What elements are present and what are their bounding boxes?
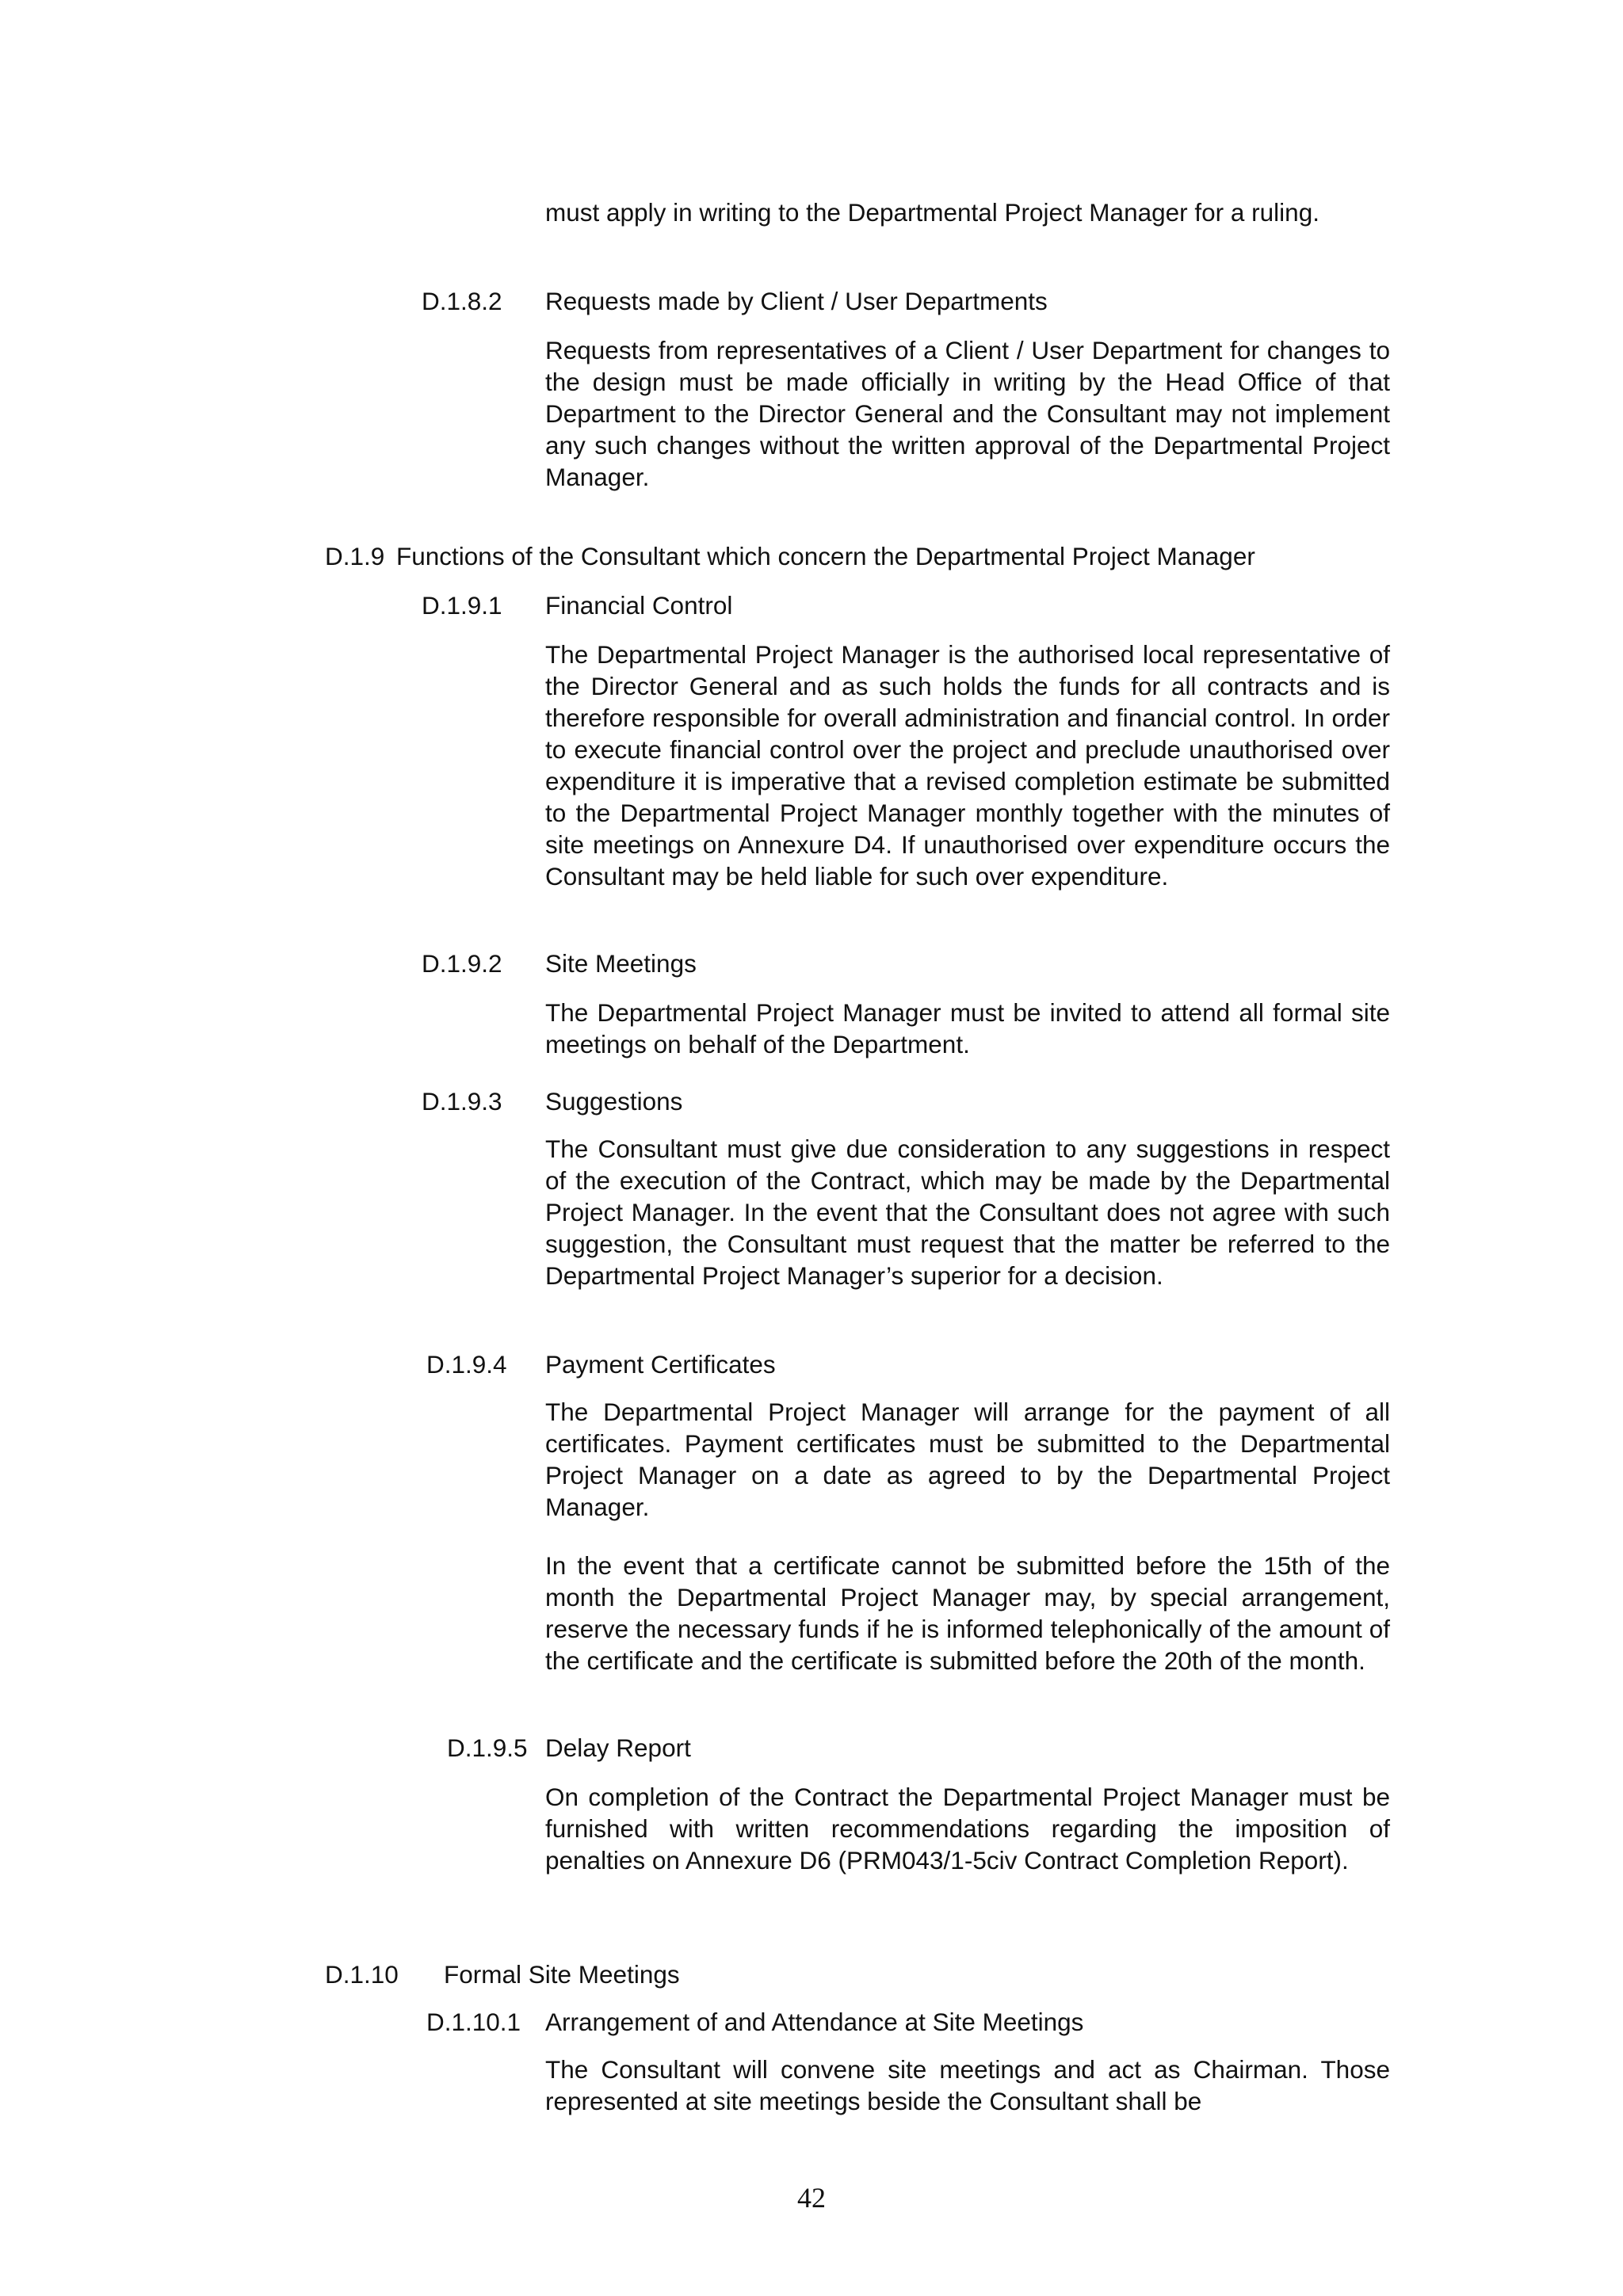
section-number-d1101: D.1.10.1 <box>426 2008 521 2036</box>
section-paragraph-d194-1: The Departmental Project Manager will arrange for the payment of all certificates. Payment certificates must be submitted to the Departmental Project Manager on a date as agreed to by the Departmental Project Manager. <box>545 1398 1390 1521</box>
section-number-d193: D.1.9.3 <box>422 1087 502 1116</box>
section-title-d194: Payment Certificates <box>545 1350 776 1379</box>
section-title-d195: Delay Report <box>545 1733 691 1762</box>
section-paragraph-d192: The Departmental Project Manager must be invited to attend all formal site meetings on behalf of the Department. <box>545 998 1390 1058</box>
section-paragraph-d191: The Departmental Project Manager is the authorised local representative of the Director General and as such holds the funds for all contracts and is therefore responsible for overall administration and financial control. In order to execute financial control over the project and preclude unauthorised over expenditure it is imperative that a revised completion estimate be submitted to the Departmental Project Manager monthly together with the minutes of site meetings on Annexure D4. If unauthorised over expenditure occurs the Consultant may be held liable for such over expenditure. <box>545 640 1390 891</box>
section-title-d19: Functions of the Consultant which concern the Departmental Project Manager <box>396 542 1255 570</box>
section-title-d191: Financial Control <box>545 591 733 620</box>
section-title-d1101: Arrangement of and Attendance at Site Meetings <box>545 2008 1084 2036</box>
section-number-d192: D.1.9.2 <box>422 949 502 978</box>
section-number-d194: D.1.9.4 <box>426 1350 507 1379</box>
section-title-d192: Site Meetings <box>545 949 697 978</box>
section-paragraph-d193: The Consultant must give due consideration to any suggestions in respect of the execution of the Contract, which may be made by the Departmental Project Manager. In the event that the Consultant does not agree with such suggestion, the Consultant must request that the matter be referred to the Departmental Project Manager’s superior for a decision. <box>545 1135 1390 1290</box>
section-paragraph-d182: Requests from representatives of a Client / User Department for changes to the design must be made officially in writing by the Head Office of that Department to the Director General and the Consultant may not implement any such changes without the written approval of the Departmental Project Manager. <box>545 336 1390 491</box>
section-paragraph-d194-2: In the event that a certificate cannot be submitted before the 15th of the month the Departmental Project Manager may, by special arrangement, reserve the necessary funds if he is informed telephonically of the amount of the certificate and the certificate is submitted before the 20th of the month. <box>545 1551 1390 1675</box>
section-number-d182: D.1.8.2 <box>422 287 502 315</box>
section-paragraph-d195: On completion of the Contract the Departmental Project Manager must be furnished with written recommendations regarding the imposition of penalties on Annexure D6 (PRM043/1-5civ Contract Completion Report). <box>545 1783 1390 1875</box>
section-title-d182: Requests made by Client / User Departments <box>545 287 1048 315</box>
section-number-d195: D.1.9.5 <box>447 1733 528 1762</box>
section-paragraph-d1101: The Consultant will convene site meetings and act as Chairman. Those represented at site meetings beside the Consultant shall be <box>545 2055 1390 2115</box>
section-number-d19: D.1.9 <box>325 542 385 570</box>
section-title-d110: Formal Site Meetings <box>444 1960 680 1989</box>
continued-paragraph: must apply in writing to the Departmental Project Manager for a ruling. <box>545 198 1319 227</box>
page-number: 42 <box>797 2182 826 2214</box>
section-number-d191: D.1.9.1 <box>422 591 502 620</box>
section-title-d193: Suggestions <box>545 1087 683 1116</box>
section-number-d110: D.1.10 <box>325 1960 399 1989</box>
